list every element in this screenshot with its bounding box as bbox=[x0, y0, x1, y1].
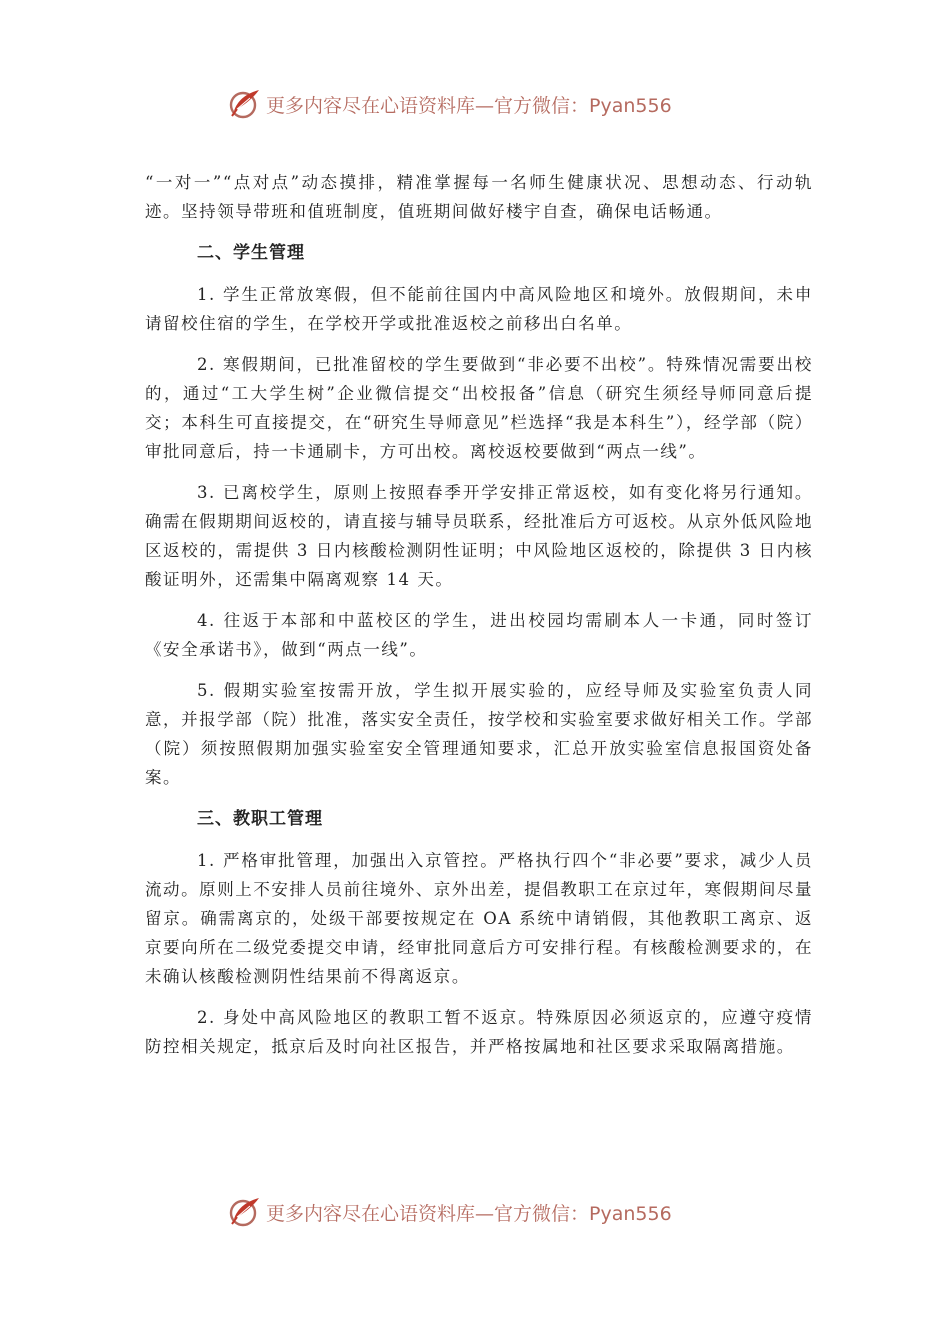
section-heading-students: 二、学生管理 bbox=[197, 243, 305, 263]
document-body bbox=[145, 168, 813, 1073]
staff-item-2: 2. 身处中高风险地区的教职工暂不返京。特殊原因必须返京的，应遵守疫情防控相关规定，抵京后及时向社区报告，并严格按属地和社区要求采取隔离措施。 bbox=[145, 1008, 813, 1056]
students-item-1: 1. 学生正常放寒假，但不能前往国内中高风险地区和境外。放假期间，未申请留校住宿的学生，在学校开学或批准返校之前移出白名单。 bbox=[145, 285, 813, 333]
header-banner-text bbox=[266, 91, 672, 118]
footer-banner-text bbox=[266, 1199, 672, 1226]
students-item-5: 5. 假期实验室按需开放，学生拟开展实验的，应经导师及实验室负责人同意，并报学部（院）批准，落实安全责任，按学校和实验室要求做好相关工作。学部（院）须按照假期加强实验室安全管理通知要求，汇总开放实验室信息报国资处备案。 bbox=[145, 681, 813, 787]
header-banner bbox=[228, 84, 748, 124]
quill-logo-icon bbox=[228, 87, 262, 121]
students-item-3: 3. 已离校学生，原则上按照春季开学安排正常返校，如有变化将另行通知。确需在假期期间返校的，请直接与辅导员联系，经批准后方可返校。从京外低风险地区返校的，需提供 3 日内核酸检测阴性证明；中风险地区返校的，除提供 3 日内核酸证明外，还需集中隔离观察 14 天。 bbox=[145, 483, 813, 589]
footer-banner-wechat-id: Pyan556 bbox=[589, 1202, 672, 1225]
section-heading-staff: 三、教职工管理 bbox=[197, 809, 323, 829]
students-item-4: 4. 往返于本部和中蓝校区的学生，进出校园均需刷本人一卡通，同时签订《安全承诺书》，做到“两点一线”。 bbox=[145, 611, 813, 659]
students-item-2: 2. 寒假期间，已批准留校的学生要做到“非必要不出校”。特殊情况需要出校的，通过“工大学生树”企业微信提交“出校报备”信息（研究生须经导师同意后提交；本科生可直接提交，在“研究生导师意见”栏选择“我是本科生”），经学部（院）审批同意后，持一卡通刷卡，方可出校。离校返校要做到“两点一线”。 bbox=[145, 355, 813, 461]
header-banner-wechat-id: Pyan556 bbox=[589, 94, 672, 117]
header-banner-text-cn: 更多内容尽在心语资料库—官方微信： bbox=[266, 94, 590, 117]
staff-item-1: 1. 严格审批管理，加强出入京管控。严格执行四个“非必要”要求，减少人员流动。原则上不安排人员前往境外、京外出差，提倡教职工在京过年，寒假期间尽量留京。确需离京的，处级干部要按规定在 OA 系统中请销假，其他教职工离京、返京要向所在二级党委提交申请，经审批同意后方可安排行程。有核酸检测要求的，在未确认核酸检测阴性结果前不得离返京。 bbox=[145, 851, 813, 986]
intro-paragraph: “一对一”“点对点”动态摸排，精准掌握每一名师生健康状况、思想动态、行动轨迹。坚持领导带班和值班制度，值班期间做好楼宇自查，确保电话畅通。 bbox=[145, 173, 813, 221]
footer-banner-text-cn: 更多内容尽在心语资料库—官方微信： bbox=[266, 1202, 590, 1225]
footer-banner bbox=[228, 1192, 748, 1232]
quill-logo-icon bbox=[228, 1195, 262, 1229]
